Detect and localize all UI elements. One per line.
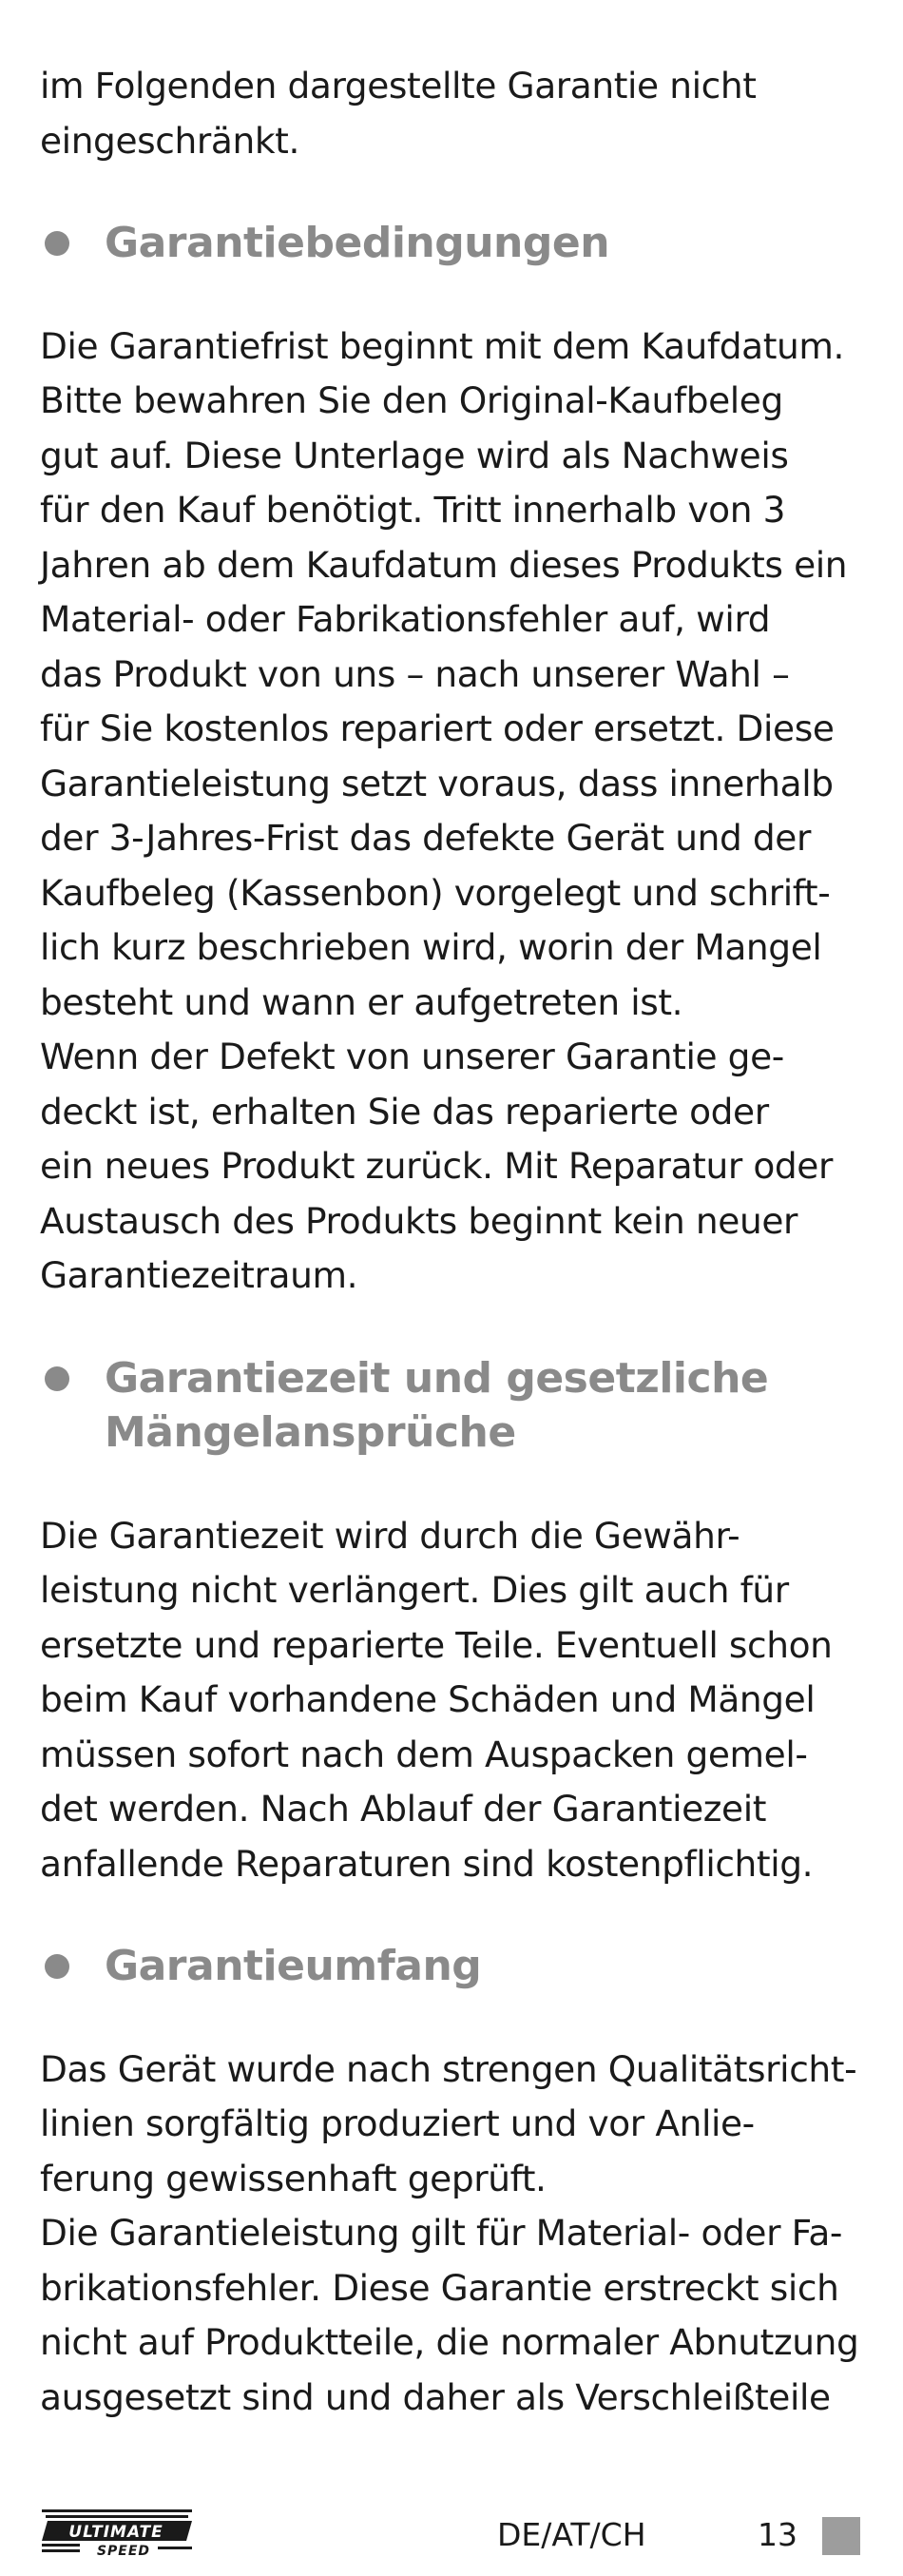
text-line: Das Gerät wurde nach strengen Qualitätsricht- (40, 2047, 857, 2090)
text-line: Garantieleistung setzt voraus, dass innerhalb (40, 762, 834, 804)
ultimate-speed-logo (40, 2507, 194, 2558)
section-heading-garantiezeit (40, 1351, 876, 1461)
section-heading-garantiebedingungen (40, 216, 876, 271)
text-line: Die Garantiezeit wird durch die Gewähr- (40, 1514, 740, 1557)
bullet-icon (45, 231, 69, 256)
section-body-garantieumfang (40, 2043, 876, 2426)
text-line: Die Garantieleistung gilt für Material- oder Fa- (40, 2212, 843, 2254)
logo-text-ultimate: ULTIMATE (68, 2523, 163, 2542)
text-line: Material- oder Fabrikationsfehler auf, wird (40, 598, 771, 640)
heading-line: Mängelansprüche (105, 1408, 516, 1457)
page-number: 13 (758, 2516, 797, 2553)
heading-line: Garantiezeit und gesetzliche (105, 1353, 769, 1403)
text-line: linien sorgfältig produziert und vor Anlie- (40, 2102, 755, 2144)
text-line: Garantiezeitraum. (40, 1254, 358, 1296)
section-body-garantiebedingungen (40, 320, 876, 1304)
text-line: der 3-Jahres-Frist das defekte Gerät und der (40, 817, 811, 859)
text-line: Bitte bewahren Sie den Original-Kaufbeleg (40, 379, 783, 421)
region-label: DE/AT/CH (497, 2516, 646, 2553)
text-line: eingeschränkt. (40, 119, 299, 162)
text-line: anfallende Reparaturen sind kostenpflichtig. (40, 1842, 814, 1885)
text-line: Die Garantiefrist beginnt mit dem Kaufdatum. (40, 324, 845, 367)
heading-line: Garantieumfang (105, 1942, 482, 1990)
bullet-icon (45, 1954, 69, 1979)
text-line: lich kurz beschrieben wird, worin der Mangel (40, 926, 822, 968)
text-line: für Sie kostenlos repariert oder ersetzt. Diese (40, 707, 835, 749)
text-line: das Produkt von uns – nach unserer Wahl – (40, 652, 790, 695)
text-line: im Folgenden dargestellte Garantie nicht (40, 65, 757, 107)
text-line: Kaufbeleg (Kassenbon) vorgelegt und schrift- (40, 871, 831, 914)
text-line: Wenn der Defekt von unserer Garantie ge- (40, 1036, 784, 1077)
section-body-garantiezeit (40, 1509, 876, 1892)
text-line: deckt ist, erhalten Sie das reparierte oder (40, 1090, 769, 1133)
text-line: gut auf. Diese Unterlage wird als Nachweis (40, 434, 789, 476)
text-line: det werden. Nach Ablauf der Garantiezeit (40, 1788, 767, 1830)
text-line: brikationsfehler. Diese Garantie erstreckt sich (40, 2266, 839, 2309)
text-line: leistung nicht verlängert. Dies gilt auch für (40, 1569, 789, 1611)
heading-line: Garantiebedingungen (105, 219, 610, 267)
text-line: ersetzte und reparierte Teile. Eventuell schon (40, 1623, 833, 1666)
text-line: nicht auf Produktteile, die normaler Abnutzung (40, 2321, 859, 2363)
page-footer (0, 2501, 903, 2576)
text-line: Austausch des Produkts beginnt kein neuer (40, 1199, 798, 1242)
section-heading-garantieumfang (40, 1939, 876, 1994)
text-line: ausgesetzt sind und daher als Verschleißteile (40, 2375, 831, 2418)
text-line: besteht und wann er aufgetreten ist. (40, 980, 683, 1023)
logo-text-speed: SPEED (96, 2544, 151, 2558)
text-line: müssen sofort nach dem Auspacken gemel- (40, 1733, 808, 1775)
text-line: ferung gewissenhaft geprüft. (40, 2157, 547, 2199)
document-content (40, 59, 876, 2425)
intro-paragraph (40, 59, 876, 168)
text-line: Jahren ab dem Kaufdatum dieses Produkts ein (40, 543, 848, 586)
text-line: für den Kauf benötigt. Tritt innerhalb von 3 (40, 489, 786, 531)
text-line: ein neues Produkt zurück. Mit Reparatur oder (40, 1145, 833, 1187)
bullet-icon (45, 1366, 69, 1391)
text-line: beim Kauf vorhandene Schäden und Mängel (40, 1678, 816, 1720)
page-marker-square (822, 2517, 860, 2555)
